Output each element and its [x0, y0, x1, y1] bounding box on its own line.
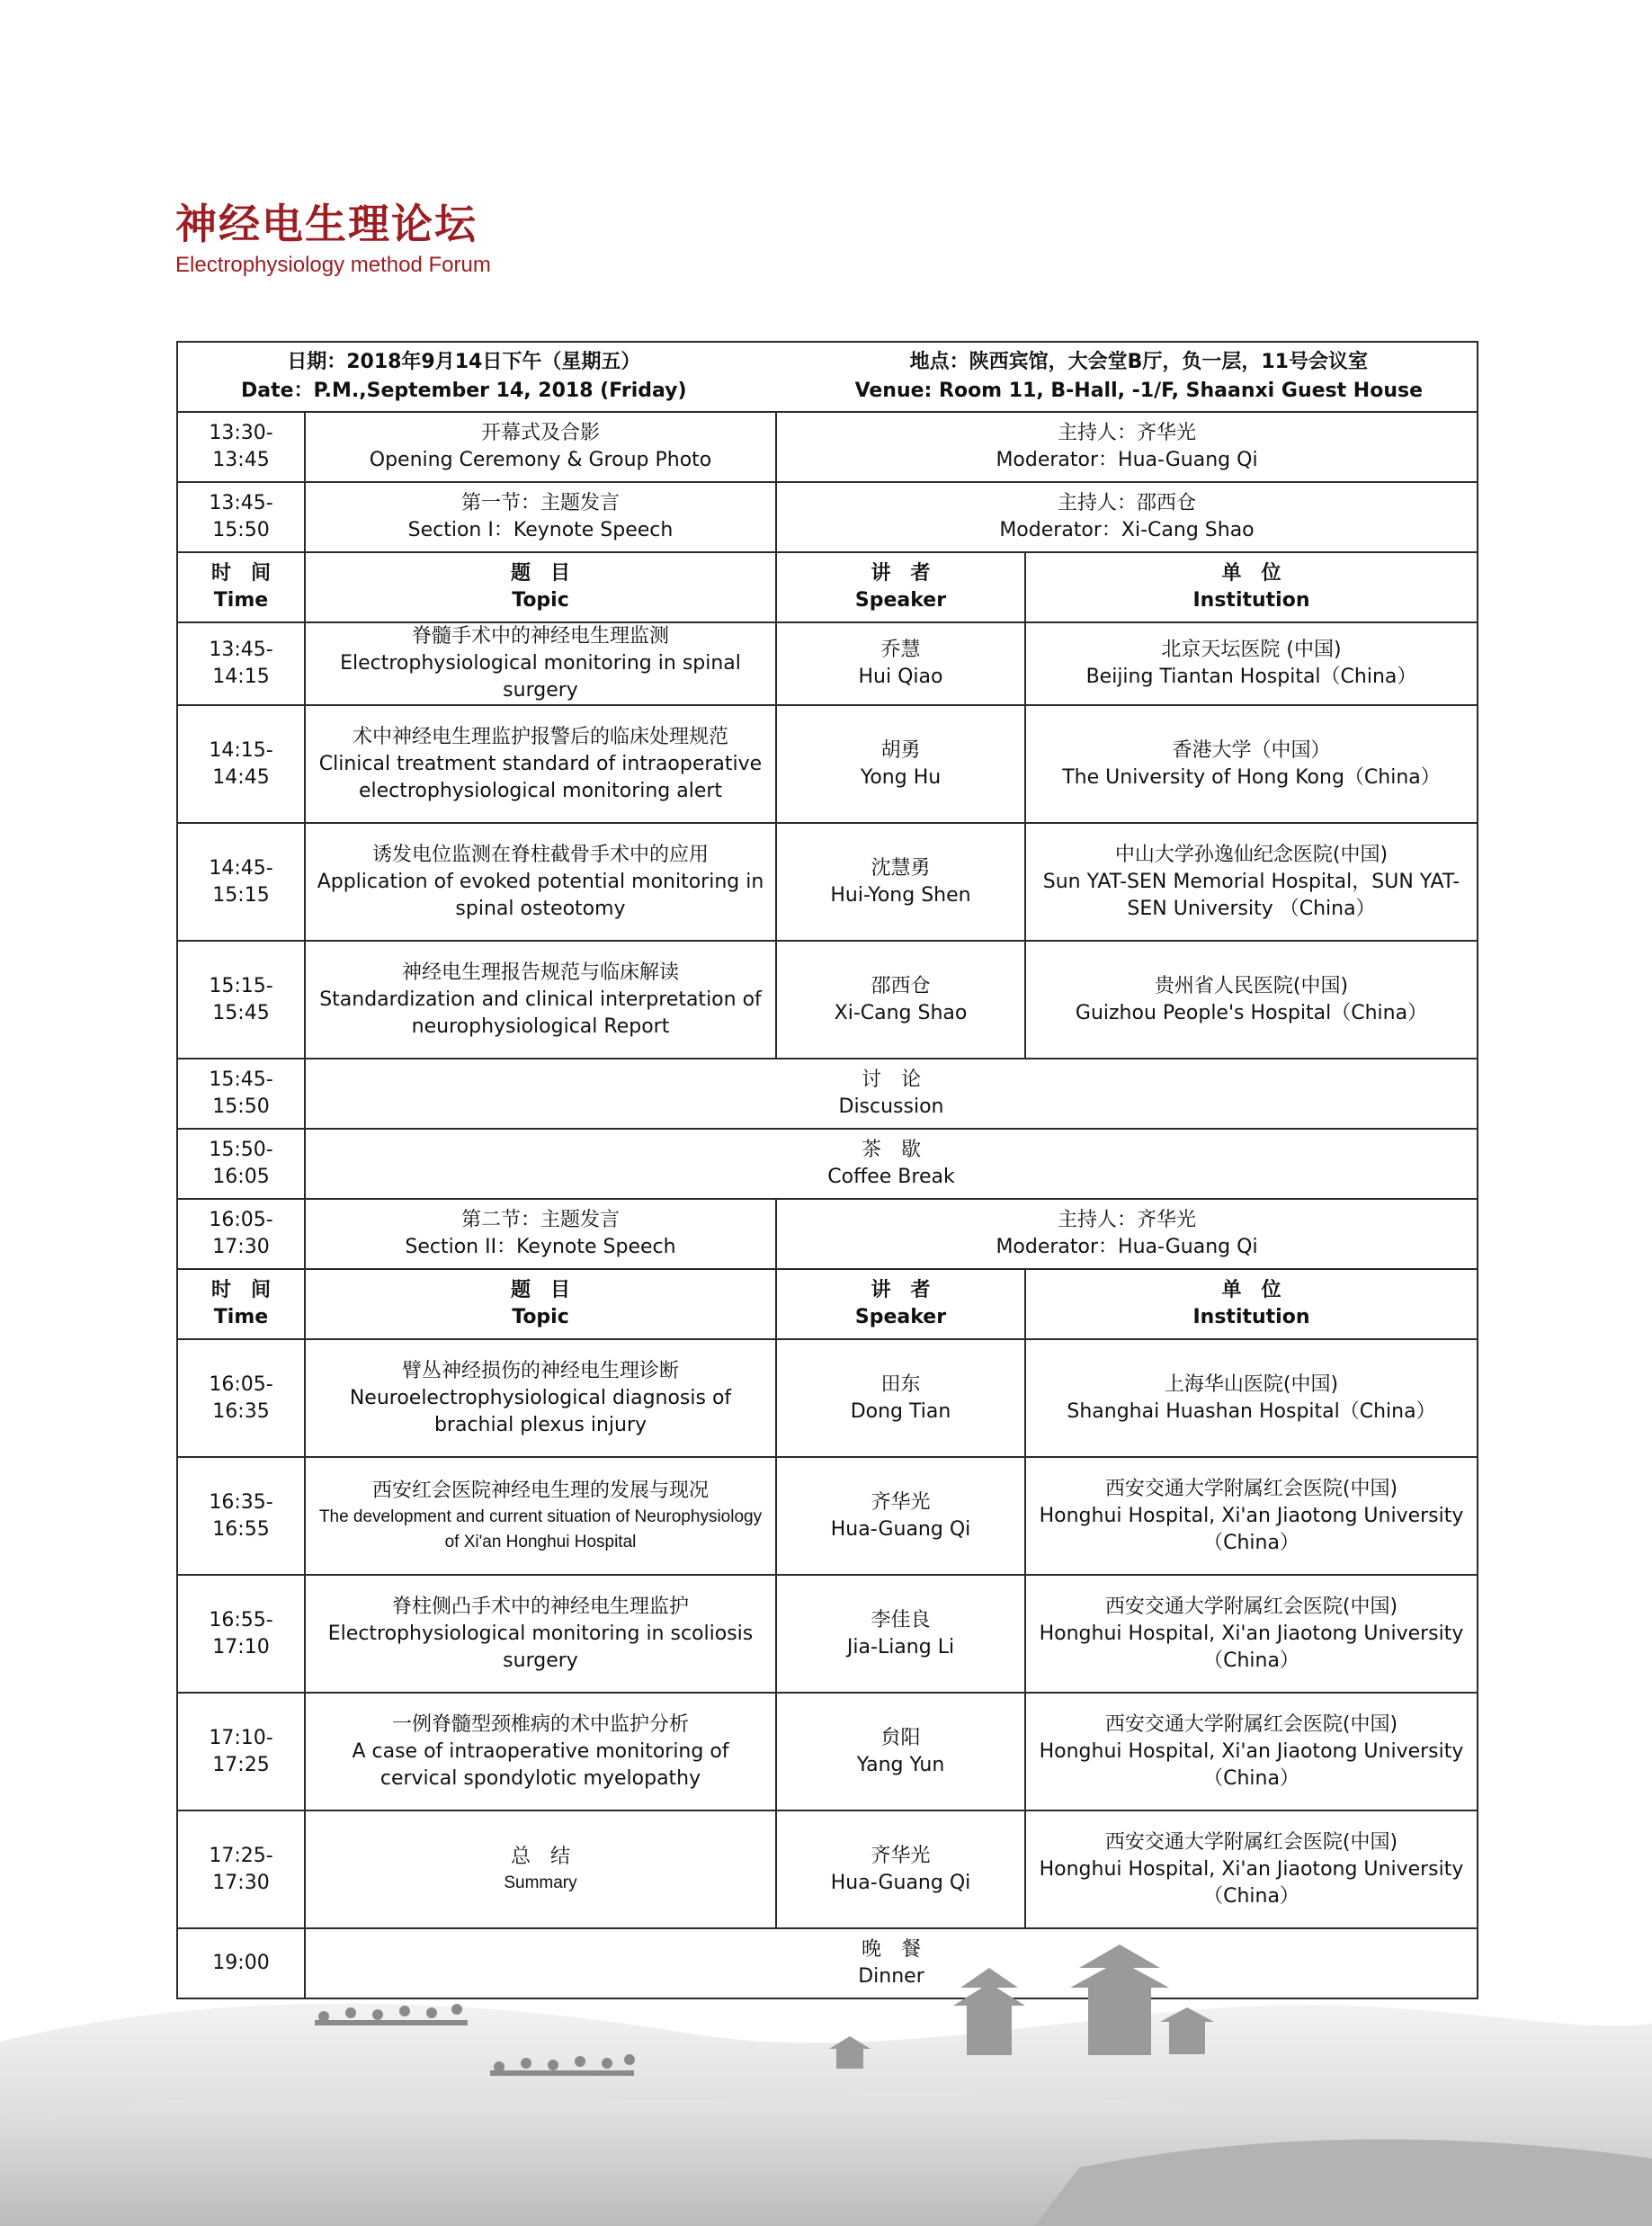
time-cell: 16:05-17:30	[177, 1199, 305, 1269]
speaker-cell	[776, 1693, 1025, 1810]
header-institution	[1025, 552, 1478, 622]
opening-title	[305, 412, 776, 482]
time-cell: 15:50-16:05	[177, 1129, 305, 1199]
topic-cn: 诱发电位监测在脊柱截骨手术中的应用	[371, 843, 709, 866]
talk-row	[177, 1810, 1478, 1928]
opening-title-en: Opening Ceremony & Group Photo	[369, 449, 712, 471]
header-time-en: Time	[213, 589, 269, 612]
header-institution-en: Institution	[1192, 1306, 1310, 1328]
institution-cell	[1025, 941, 1478, 1059]
header-time-cn: 时 间	[210, 562, 271, 585]
institution-en: Shanghai Huashan Hospital（China）	[1067, 1399, 1436, 1423]
talk-row	[177, 1339, 1478, 1457]
section1-title	[305, 482, 776, 552]
institution-cell	[1025, 1457, 1478, 1575]
coffee-break-cn: 茶 歇	[861, 1139, 921, 1161]
topic-cell	[305, 823, 776, 941]
topic-cn: 脊髓手术中的神经电生理监测	[411, 625, 669, 648]
header-topic	[305, 1269, 776, 1339]
institution-en: Honghui Hospital, Xi'an Jiaotong University（China）	[1039, 1622, 1464, 1672]
dinner-cn: 晚 餐	[861, 1938, 921, 1961]
venue-cn: 地点：陕西宾馆，大会堂B厅，负一层，11号会议室	[909, 351, 1368, 373]
institution-cell	[1025, 1810, 1478, 1928]
institution-en: Honghui Hospital, Xi'an Jiaotong University（China）	[1039, 1857, 1464, 1908]
section2-title	[305, 1199, 776, 1269]
opening-title-cn: 开幕式及合影	[480, 422, 600, 444]
institution-en: Honghui Hospital, Xi'an Jiaotong University（China）	[1039, 1504, 1464, 1554]
header-institution-cn: 单 位	[1221, 562, 1281, 585]
speaker-cell	[776, 1575, 1025, 1693]
speaker-en: Hua-Guang Qi	[830, 1871, 971, 1894]
header-speaker-en: Speaker	[854, 1306, 947, 1328]
topic-en: Clinical treatment standard of intraoperative electrophysiological monitoring alert	[318, 752, 763, 802]
section2-title-cn: 第二节：主题发言	[460, 1209, 620, 1231]
institution-cn: 上海华山医院(中国)	[1164, 1372, 1339, 1396]
speaker-cell	[776, 1457, 1025, 1575]
time-cell: 16:05-16:35	[177, 1339, 305, 1457]
topic-cn: 臂丛神经损伤的神经电生理诊断	[401, 1359, 679, 1382]
section1-moderator-en: Moderator：Xi-Cang Shao	[999, 519, 1255, 541]
section1-moderator	[776, 482, 1478, 552]
speaker-en: Yong Hu	[860, 765, 942, 789]
speaker-en: Hui Qiao	[858, 666, 943, 688]
date-block	[241, 348, 687, 406]
speaker-cn: 齐华光	[871, 1844, 931, 1867]
topic-cn: 一例脊髓型颈椎病的术中监护分析	[391, 1712, 689, 1736]
section1-title-en: Section I：Keynote Speech	[407, 519, 674, 541]
topic-cell	[305, 705, 776, 823]
speaker-cell	[776, 941, 1025, 1059]
section1-moderator-cn: 主持人：邵西仓	[1057, 492, 1196, 514]
topic-cn: 总 结	[510, 1845, 570, 1868]
section2-moderator-cn: 主持人：齐华光	[1057, 1209, 1196, 1231]
topic-cell	[305, 1457, 776, 1575]
header-institution-cn: 单 位	[1221, 1279, 1281, 1301]
time-cell: 13:45-14:15	[177, 622, 305, 705]
header-time-cn: 时 间	[210, 1279, 271, 1301]
opening-moderator-cn: 主持人：齐华光	[1057, 422, 1196, 444]
speaker-en: Dong Tian	[850, 1399, 951, 1423]
speaker-cell	[776, 823, 1025, 941]
institution-cell	[1025, 823, 1478, 941]
section2-moderator	[776, 1199, 1478, 1269]
discussion-en: Discussion	[838, 1095, 944, 1118]
speaker-en: Xi-Cang Shao	[834, 1001, 968, 1024]
talk-row	[177, 1575, 1478, 1693]
institution-en: The University of Hong Kong（China）	[1062, 765, 1441, 789]
topic-cn: 神经电生理报告规范与临床解读	[401, 961, 679, 984]
coffee-break-row	[177, 1129, 1478, 1199]
section2-row	[177, 1199, 1478, 1269]
header-topic-en: Topic	[512, 1306, 569, 1328]
time-cell: 16:55-17:10	[177, 1575, 305, 1693]
time-cell: 14:15-14:45	[177, 705, 305, 823]
coffee-break-cell	[305, 1129, 1478, 1199]
speaker-en: Hui-Yong Shen	[830, 883, 971, 907]
speaker-cn: 李佳良	[871, 1608, 931, 1632]
institution-cn: 贵州省人民医院(中国)	[1154, 974, 1349, 997]
header-time	[177, 552, 305, 622]
header-time-en: Time	[213, 1306, 269, 1328]
coffee-break-en: Coffee Break	[827, 1166, 955, 1188]
topic-en: Electrophysiological monitoring in spinal surgery	[340, 652, 741, 702]
topic-en: Standardization and clinical interpretation of neurophysiological Report	[319, 988, 762, 1038]
speaker-cell	[776, 1339, 1025, 1457]
topic-cn: 术中神经电生理监护报警后的临床处理规范	[352, 725, 728, 748]
header-topic-en: Topic	[512, 589, 569, 612]
topic-en: The development and current situation of Neurophysiology of Xi'an Honghui Hospital	[318, 1506, 763, 1551]
institution-cell	[1025, 1339, 1478, 1457]
institution-cn: 香港大学（中国）	[1172, 738, 1331, 762]
speaker-en: Hua-Guang Qi	[830, 1517, 971, 1541]
agenda-table	[176, 341, 1478, 1999]
topic-cell	[305, 1575, 776, 1693]
institution-cn: 西安交通大学附属红会医院(中国)	[1104, 1477, 1398, 1500]
topic-cn: 西安红会医院神经电生理的发展与现况	[371, 1479, 709, 1502]
opening-moderator	[776, 412, 1478, 482]
page-subtitle: Electrophysiology method Forum	[175, 253, 491, 278]
speaker-en: Jia-Liang Li	[846, 1635, 955, 1658]
speaker-cn: 齐华光	[871, 1490, 931, 1514]
speaker-cn: 田东	[880, 1372, 921, 1396]
topic-cn: 脊柱侧凸手术中的神经电生理监护	[391, 1595, 689, 1618]
header-speaker-cn: 讲 者	[871, 1279, 931, 1301]
section1-title-cn: 第一节：主题发言	[460, 492, 620, 514]
institution-en: Guizhou People's Hospital（China）	[1075, 1001, 1428, 1024]
topic-cell	[305, 941, 776, 1059]
page-header	[175, 200, 491, 278]
time-cell: 17:25-17:30	[177, 1810, 305, 1928]
speaker-cn: 胡勇	[880, 738, 921, 762]
speaker-cn: 邵西仓	[871, 974, 931, 997]
speaker-cell	[776, 705, 1025, 823]
discussion-row	[177, 1059, 1478, 1129]
talk-row	[177, 1693, 1478, 1810]
speaker-cell	[776, 1810, 1025, 1928]
topic-cell	[305, 622, 776, 705]
column-header-row	[177, 552, 1478, 622]
institution-cn: 中山大学孙逸仙纪念医院(中国)	[1114, 843, 1389, 866]
institution-cn: 北京天坛医院 (中国)	[1161, 639, 1342, 661]
discussion-cn: 讨 论	[861, 1068, 921, 1091]
date-en: Date：P.M.,September 14, 2018 (Friday)	[241, 380, 687, 402]
time-cell: 15:15-15:45	[177, 941, 305, 1059]
topic-cell	[305, 1693, 776, 1810]
talk-row	[177, 1457, 1478, 1575]
institution-cell	[1025, 1575, 1478, 1693]
institution-en: Honghui Hospital, Xi'an Jiaotong University（China）	[1039, 1739, 1464, 1790]
speaker-en: Yang Yun	[856, 1753, 945, 1776]
speaker-cn: 贠阳	[880, 1726, 921, 1749]
time-cell: 15:45-15:50	[177, 1059, 305, 1129]
date-venue-row	[177, 342, 1478, 412]
header-speaker	[776, 552, 1025, 622]
topic-cell	[305, 1810, 776, 1928]
topic-en: Electrophysiological monitoring in scoliosis surgery	[327, 1622, 754, 1672]
section1-row	[177, 482, 1478, 552]
institution-cn: 西安交通大学附属红会医院(中国)	[1104, 1595, 1398, 1618]
institution-cell	[1025, 1693, 1478, 1810]
talk-row	[177, 705, 1478, 823]
topic-en: Summary	[504, 1873, 577, 1892]
venue-en: Venue: Room 11, B-Hall, -1/F, Shaanxi Guest House	[854, 380, 1423, 402]
opening-row	[177, 412, 1478, 482]
opening-moderator-en: Moderator：Hua-Guang Qi	[996, 449, 1258, 471]
header-institution	[1025, 1269, 1478, 1339]
section2-moderator-en: Moderator：Hua-Guang Qi	[996, 1236, 1258, 1258]
header-topic-cn: 题 目	[510, 562, 570, 585]
speaker-cell	[776, 622, 1025, 705]
time-cell: 13:45-15:50	[177, 482, 305, 552]
topic-en: Neuroelectrophysiological diagnosis of brachial plexus injury	[349, 1386, 732, 1436]
header-institution-en: Institution	[1192, 589, 1310, 612]
institution-cell	[1025, 705, 1478, 823]
date-cn: 日期：2018年9月14日下午（星期五）	[287, 351, 641, 373]
page-title: 神经电生理论坛	[175, 200, 478, 248]
time-cell: 17:10-17:25	[177, 1693, 305, 1810]
column-header-row	[177, 1269, 1478, 1339]
topic-en: A case of intraoperative monitoring of cervical spondylotic myelopathy	[352, 1739, 729, 1790]
institution-cn: 西安交通大学附属红会医院(中国)	[1104, 1712, 1398, 1736]
institution-cell	[1025, 622, 1478, 705]
institution-cn: 西安交通大学附属红会医院(中国)	[1104, 1830, 1398, 1854]
institution-en: Beijing Tiantan Hospital（China）	[1085, 666, 1417, 688]
header-topic	[305, 552, 776, 622]
desert-landscape-decoration	[0, 1934, 1652, 2226]
header-speaker-cn: 讲 者	[871, 562, 931, 585]
header-speaker-en: Speaker	[854, 589, 947, 612]
time-cell: 14:45-15:15	[177, 823, 305, 941]
institution-en: Sun YAT-SEN Memorial Hospital，SUN YAT-SEN University （China）	[1042, 870, 1460, 920]
time-cell: 19:00	[177, 1928, 305, 1998]
talk-row	[177, 941, 1478, 1059]
topic-en: Application of evoked potential monitoring in spinal osteotomy	[317, 870, 764, 920]
speaker-cn: 沈慧勇	[871, 856, 931, 880]
talk-row	[177, 622, 1478, 705]
speaker-cn: 乔慧	[880, 639, 921, 661]
discussion-cell	[305, 1059, 1478, 1129]
topic-cell	[305, 1339, 776, 1457]
header-time	[177, 1269, 305, 1339]
dinner-en: Dinner	[858, 1965, 924, 1988]
header-topic-cn: 题 目	[510, 1279, 570, 1301]
time-cell: 13:30-13:45	[177, 412, 305, 482]
venue-block	[855, 348, 1423, 406]
talk-row	[177, 823, 1478, 941]
header-speaker	[776, 1269, 1025, 1339]
time-cell: 16:35-16:55	[177, 1457, 305, 1575]
section2-title-en: Section II：Keynote Speech	[405, 1236, 676, 1258]
